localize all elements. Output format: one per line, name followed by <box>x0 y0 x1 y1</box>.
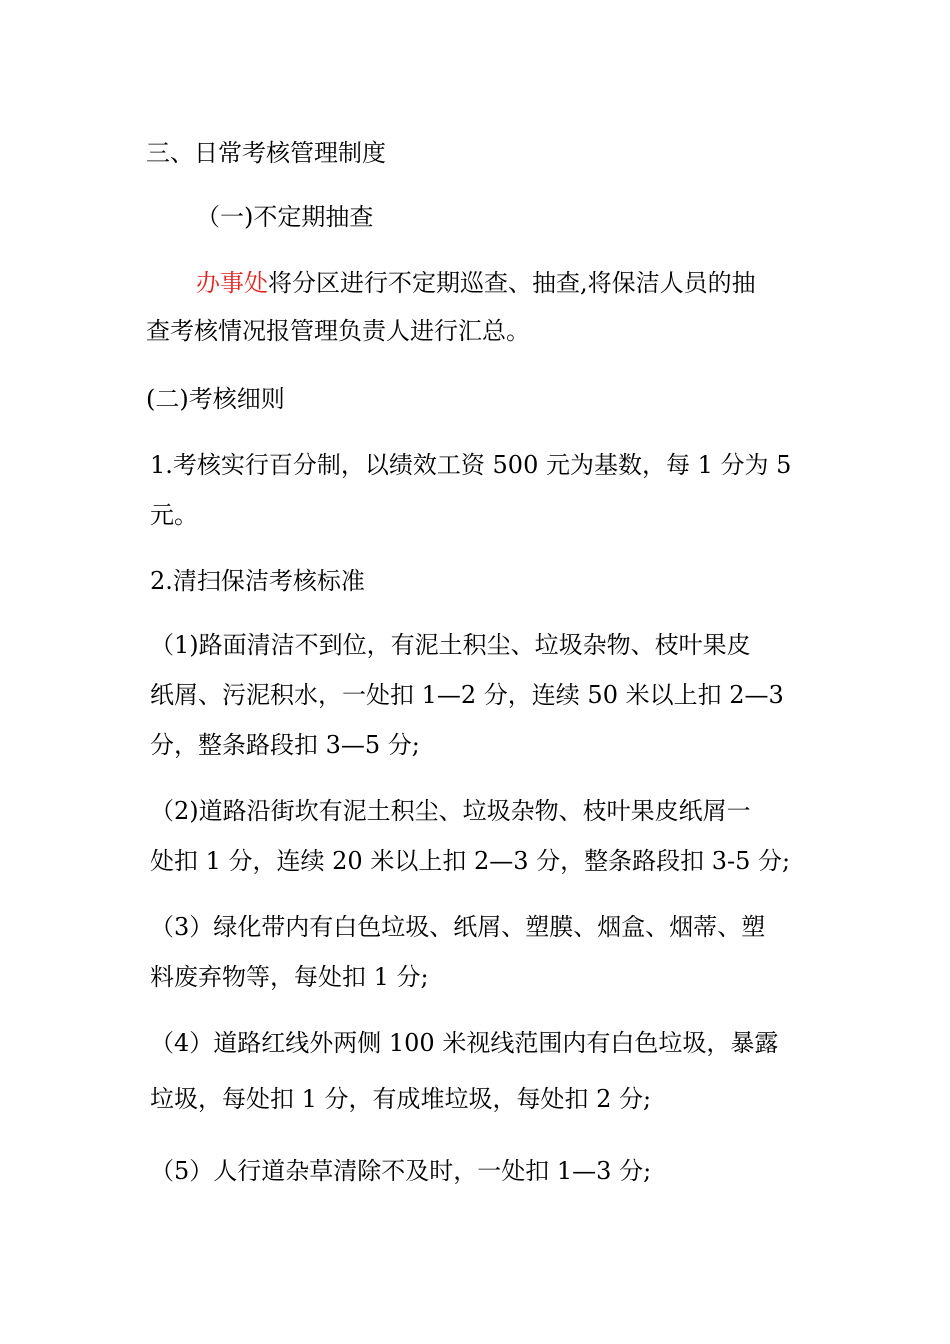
paragraph-1-line-2-text: 查考核情况报管理负责人进行汇总。 <box>146 317 530 345</box>
rule-3-line-2-text: 料废弃物等，每处扣 1 分; <box>150 963 429 991</box>
rule-4-line-1-text: （4）道路红线外两侧 100 米视线范围内有白色垃圾，暴露 <box>150 1029 779 1057</box>
rule-1-line-2 <box>0 680 950 710</box>
item-2-text: 2.清扫保洁考核标准 <box>150 567 365 595</box>
subsection-heading-2-text: (二)考核细则 <box>146 385 285 413</box>
rule-1-line-1 <box>0 630 950 660</box>
paragraph-1-line-2 <box>0 316 950 346</box>
rule-2-line-1-text: （2)道路沿街坎有泥土积尘、垃圾杂物、枝叶果皮纸屑一 <box>150 797 751 825</box>
rule-2-line-2-text: 处扣 1 分，连续 20 米以上扣 2—3 分，整条路段扣 3-5 分; <box>150 847 791 875</box>
paragraph-1-line-1-text: 将分区进行不定期巡查、抽查,将保洁人员的抽 <box>268 269 756 297</box>
item-1-line-1 <box>0 450 950 480</box>
paragraph-1-line-1 <box>0 268 950 298</box>
subsection-heading-1 <box>0 202 950 232</box>
item-1-line-2 <box>0 500 950 530</box>
section-heading-text: 三、日常考核管理制度 <box>146 139 386 167</box>
item-1-line-2-text: 元。 <box>150 501 198 529</box>
rule-1-line-1-text: （1)路面清洁不到位，有泥土积尘、垃圾杂物、枝叶果皮 <box>150 631 751 659</box>
rule-3-line-1 <box>0 912 950 942</box>
item-1-line-1-text: 1.考核实行百分制，以绩效工资 500 元为基数，每 1 分为 5 <box>150 451 792 479</box>
rule-1-line-3-text: 分，整条路段扣 3—5 分; <box>150 731 420 759</box>
rule-1-line-2-text: 纸屑、污泥积水，一处扣 1—2 分，连续 50 米以上扣 2—3 <box>150 681 784 709</box>
rule-2-line-1 <box>0 796 950 826</box>
rule-4-line-2-text: 垃圾，每处扣 1 分，有成堆垃圾，每处扣 2 分; <box>150 1085 652 1113</box>
rule-3-line-2 <box>0 962 950 992</box>
rule-4-line-2 <box>0 1084 950 1114</box>
highlighted-office-text: 办事处 <box>196 269 268 297</box>
rule-5-line-1 <box>0 1156 950 1186</box>
subsection-heading-2 <box>0 384 950 414</box>
rule-4-line-1 <box>0 1028 950 1058</box>
item-2 <box>0 566 950 596</box>
rule-5-line-1-text: （5）人行道杂草清除不及时，一处扣 1—3 分; <box>150 1157 652 1185</box>
subsection-heading-1-text: （一)不定期抽查 <box>196 203 374 231</box>
rule-2-line-2 <box>0 846 950 876</box>
rule-1-line-3 <box>0 730 950 760</box>
rule-3-line-1-text: （3）绿化带内有白色垃圾、纸屑、塑膜、烟盒、烟蒂、塑 <box>150 913 766 941</box>
section-heading <box>0 138 950 168</box>
